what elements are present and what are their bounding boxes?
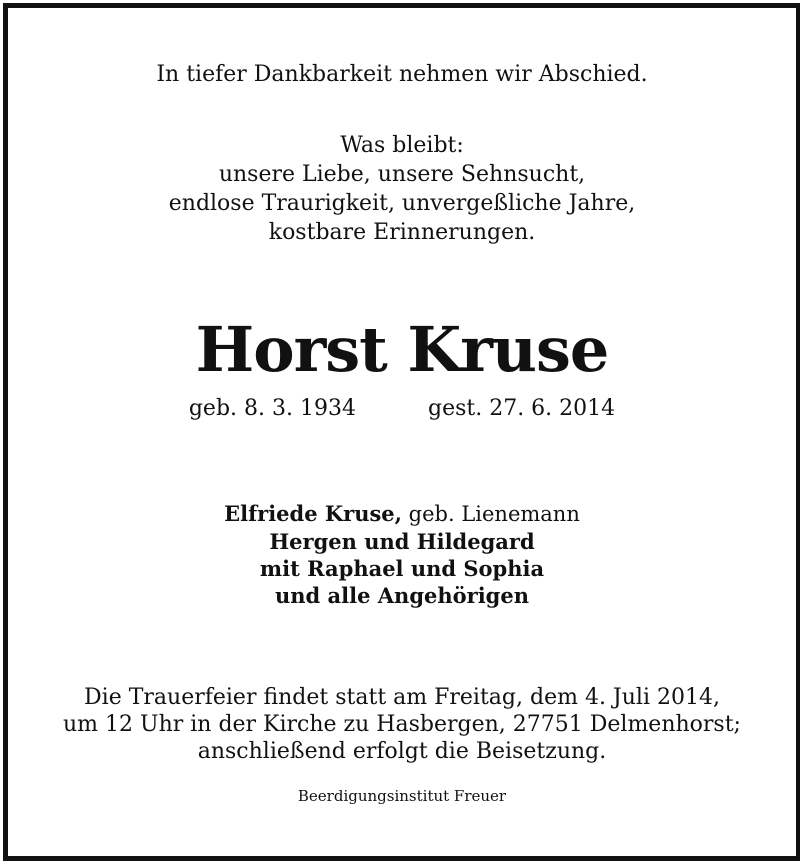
birth-date: geb. 8. 3. 1934 — [188, 396, 356, 421]
service-line: Die Trauerfeier findet statt am Freitag, dem 4. Juli 2014, — [84, 685, 720, 710]
death-date: gest. 27. 6. 2014 — [427, 396, 616, 421]
undertaker-name: Beerdigungsinstitut Freuer — [297, 787, 507, 805]
family-line: mit Raphael und Sophia — [259, 556, 545, 581]
service-details — [8, 684, 796, 765]
family-line: und alle Angehörigen — [275, 583, 529, 608]
poem-line: kostbare Erinnerungen. — [268, 220, 536, 245]
service-line: anschließend erfolgt die Beisetzung. — [197, 739, 607, 764]
poem-line: unsere Liebe, unsere Sehnsucht, — [218, 162, 586, 187]
poem — [8, 131, 796, 247]
family-line — [8, 500, 796, 528]
family-signature — [8, 500, 796, 609]
deceased-name: Horst Kruse — [195, 313, 609, 386]
poem-line: endlose Traurigkeit, unvergeßliche Jahre, — [168, 191, 636, 216]
obituary-notice — [3, 3, 800, 861]
poem-line: Was bleibt: — [340, 133, 464, 158]
service-line: um 12 Uhr in der Kirche zu Hasbergen, 27751 Delmenhorst; — [63, 712, 741, 737]
family-line: Hergen und Hildegard — [269, 529, 535, 554]
widow-maiden-name: geb. Lienemann — [408, 502, 580, 526]
intro-text: In tiefer Dankbarkeit nehmen wir Abschied. — [156, 62, 648, 87]
life-dates — [8, 396, 796, 421]
widow-name: Elfriede Kruse, — [224, 501, 402, 526]
